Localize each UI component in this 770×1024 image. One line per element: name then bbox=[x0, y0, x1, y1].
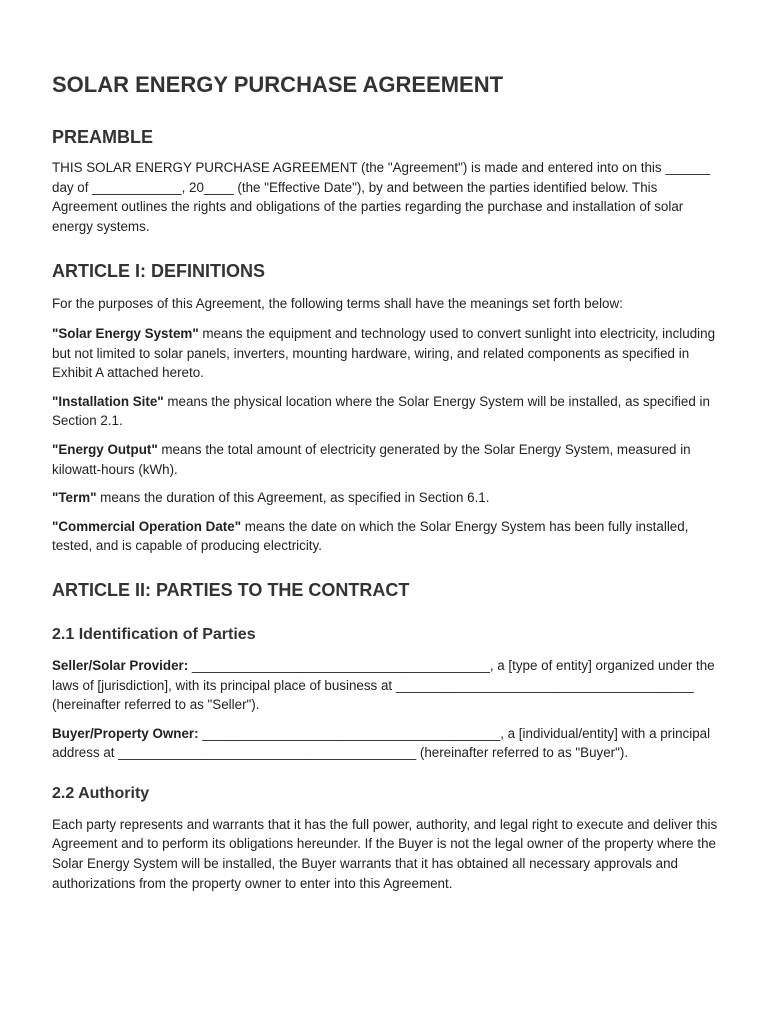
definition-text: means the physical location where the Solar Energy System will be installed, as specified in Section 2.1. bbox=[52, 393, 710, 429]
definition-solar-energy-system bbox=[52, 324, 718, 383]
buyer-text: ________________________________________, a [individual/entity] with a principal address at ________________________________________ (hereinafter referred to as "Buyer"). bbox=[52, 725, 711, 761]
article-2-heading: ARTICLE II: PARTIES TO THE CONTRACT bbox=[52, 579, 410, 600]
definition-text: means the duration of this Agreement, as specified in Section 6.1. bbox=[96, 490, 490, 506]
authority-text: Each party represents and warrants that it has the full power, authority, and legal right to execute and deliver this Agreement and to perform its obligations hereunder. If the Buyer is not the legal owner of the property where the Solar Energy System will be installed, the Buyer warrants that it has obtained all necessary approvals and authorizations from the property owner to enter into this Agreement. bbox=[52, 816, 718, 891]
definition-energy-output bbox=[52, 440, 718, 479]
definition-term: "Term" bbox=[52, 490, 97, 506]
buyer-label: Buyer/Property Owner: bbox=[52, 725, 199, 741]
definition-text: means the total amount of electricity generated by the Solar Energy System, measured in kilowatt-hours (kWh). bbox=[52, 441, 691, 477]
definition-text: means the equipment and technology used to convert sunlight into electricity, including but not limited to solar panels, inverters, mounting hardware, wiring, and related components as specified in Exhibit A attached hereto. bbox=[52, 325, 716, 381]
seller-label: Seller/Solar Provider: bbox=[52, 657, 189, 673]
article-1-heading: ARTICLE I: DEFINITIONS bbox=[52, 261, 265, 282]
definition-commercial-operation-date bbox=[52, 517, 718, 556]
buyer-identification bbox=[52, 724, 718, 763]
seller-text: ________________________________________, a [type of entity] organized under the laws of [jurisdiction], with its principal place of business at ________________________________________ (hereinafter referred to as "Seller"). bbox=[52, 657, 715, 713]
definition-term: "Commercial Operation Date" bbox=[52, 518, 242, 534]
document-title: SOLAR ENERGY PURCHASE AGREEMENT bbox=[52, 72, 504, 97]
seller-identification bbox=[52, 656, 718, 715]
definition-term: "Solar Energy System" bbox=[52, 325, 199, 341]
preamble-text: THIS SOLAR ENERGY PURCHASE AGREEMENT (the "Agreement") is made and entered into on this ______ day of ____________, 20____ (the "Effective Date"), by and between the parties identified below. This Agreement outlines the rights and obligations of the parties regarding the purchase and installation of solar energy systems. bbox=[52, 160, 711, 234]
definition-installation-site bbox=[52, 392, 718, 431]
definition-term-duration bbox=[52, 488, 718, 508]
definition-term: "Energy Output" bbox=[52, 441, 158, 457]
definitions-intro: For the purposes of this Agreement, the following terms shall have the meanings set forth below: bbox=[52, 296, 623, 312]
document-page bbox=[52, 70, 718, 893]
preamble-heading: PREAMBLE bbox=[52, 127, 154, 147]
section-2-2-heading: 2.2 Authority bbox=[52, 784, 150, 802]
definition-text: means the date on which the Solar Energy System has been fully installed, tested, and is capable of producing electricity. bbox=[52, 518, 689, 554]
section-2-1-heading: 2.1 Identification of Parties bbox=[52, 625, 256, 643]
definition-term: "Installation Site" bbox=[52, 393, 164, 409]
